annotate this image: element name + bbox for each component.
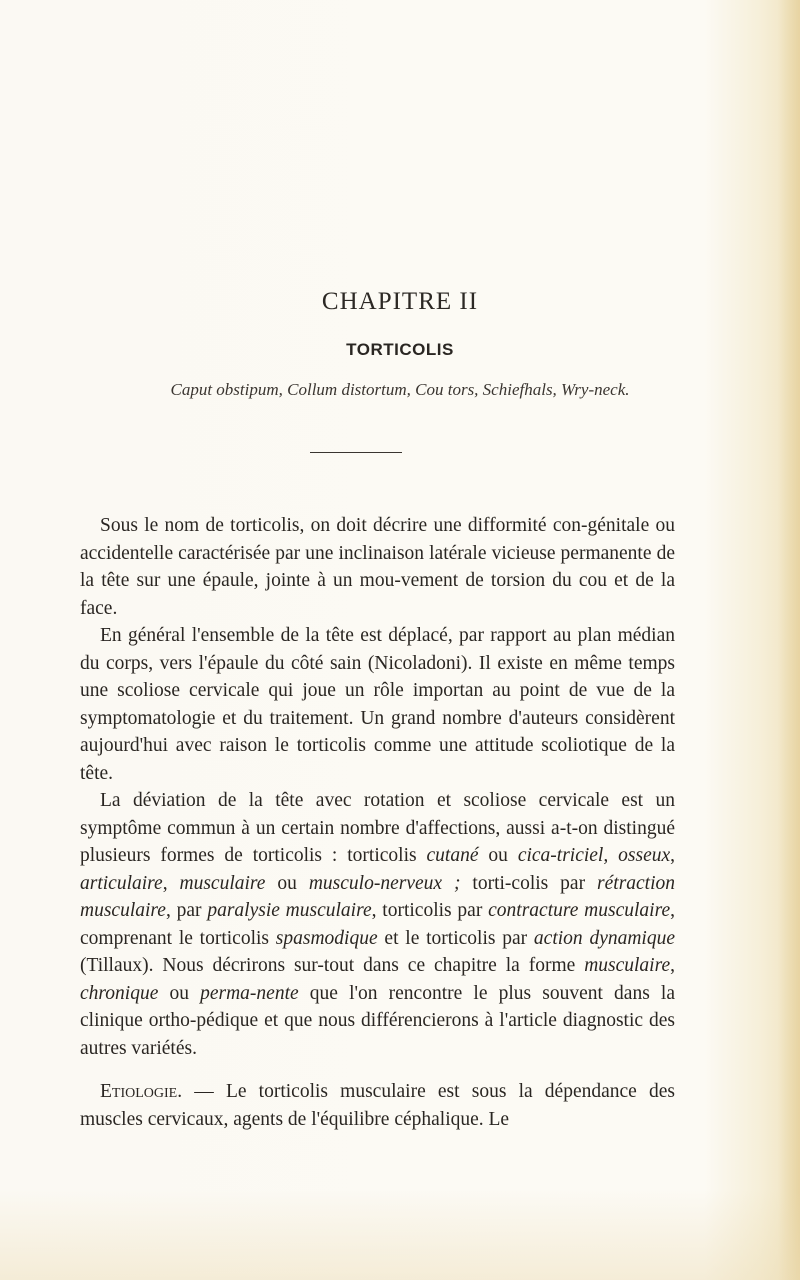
text-span: , xyxy=(670,845,676,866)
chapter-heading: CHAPITRE II xyxy=(321,288,479,315)
text-span: La déviation de la tête avec rotation et scoliose cervicale est un symptôme commun à un certain nombre d'affections, aussi a-t-on distingué plusieurs formes de torticolis : torticolis xyxy=(80,790,675,866)
text-span: ou xyxy=(158,982,201,1004)
italic-term: action dynamique xyxy=(533,927,676,949)
section-divider xyxy=(310,452,402,453)
italic-term: musculo-nerveux ; xyxy=(308,872,461,894)
italic-term: articulaire xyxy=(80,872,163,894)
italic-term: cica-triciel, osseux xyxy=(517,845,671,866)
paragraph-definition: Sous le nom de torticolis, on doit décrire une difformité con-génitale ou accidentelle caractérisée par une inclinaison latérale vicieuse permanente de la tête sur une épaule, jointe à un mou-vement de torsion du cou et de la face. xyxy=(80,515,675,619)
italic-term: musculaire xyxy=(584,955,671,976)
text-span: ou xyxy=(478,845,518,866)
text-span: , torticolis par xyxy=(371,900,489,921)
text-span: (Tillaux). Nous décrirons sur-tout dans ce chapitre la forme xyxy=(80,955,585,976)
title-synonyms: Caput obstipum, Collum distortum, Cou tors, Schiefhals, Wry-neck. xyxy=(170,380,630,399)
text-span: ou xyxy=(265,872,309,894)
chapter-title: TORTICOLIS xyxy=(346,340,454,359)
text-span: et le torticolis par xyxy=(377,927,534,949)
section-heading-etiology: Etiologie. xyxy=(100,1081,183,1102)
italic-term: cutané xyxy=(426,845,479,866)
text-span: , xyxy=(670,955,675,976)
text-span: , par xyxy=(165,900,208,921)
italic-term: chronique xyxy=(80,982,159,1004)
text-span: torti-colis par xyxy=(460,872,598,894)
italic-term: paralysie musculaire xyxy=(207,900,372,921)
text-span: — Le torticolis musculaire est sous la dépendance des muscles cervicaux, agents de l'équilibre céphalique. Le xyxy=(80,1081,675,1130)
text-span: , comprenant le torticolis xyxy=(80,900,675,949)
italic-term: contracture musculaire xyxy=(488,900,671,921)
body-text xyxy=(80,512,675,1133)
italic-term: musculaire xyxy=(179,872,266,894)
paragraph-etiology xyxy=(80,1078,675,1133)
paragraph-forms xyxy=(80,787,675,1062)
italic-term: rétraction musculaire xyxy=(80,872,676,921)
page-edge-discoloration xyxy=(778,0,800,1280)
text-span: que l'on rencontre le plus souvent dans la clinique ortho-pédique et que nous différencierons à l'article diagnostic des autres variétés. xyxy=(80,982,675,1059)
text-span: , xyxy=(162,872,180,894)
italic-term: perma-nente xyxy=(200,982,299,1004)
paragraph-general: En général l'ensemble de la tête est déplacé, par rapport au plan médian du corps, vers l'épaule du côté sain (Nicoladoni). Il existe en même temps une scoliose cervicale qui joue un rôle importan au point de vue de la symptomatologie et du traitement. Un grand nombre d'auteurs considèrent aujourd'hui avec raison le torticolis comme une attitude scoliotique de la tête. xyxy=(80,625,675,784)
page-bottom-discoloration xyxy=(0,1190,800,1280)
italic-term: spasmodique xyxy=(275,927,378,949)
